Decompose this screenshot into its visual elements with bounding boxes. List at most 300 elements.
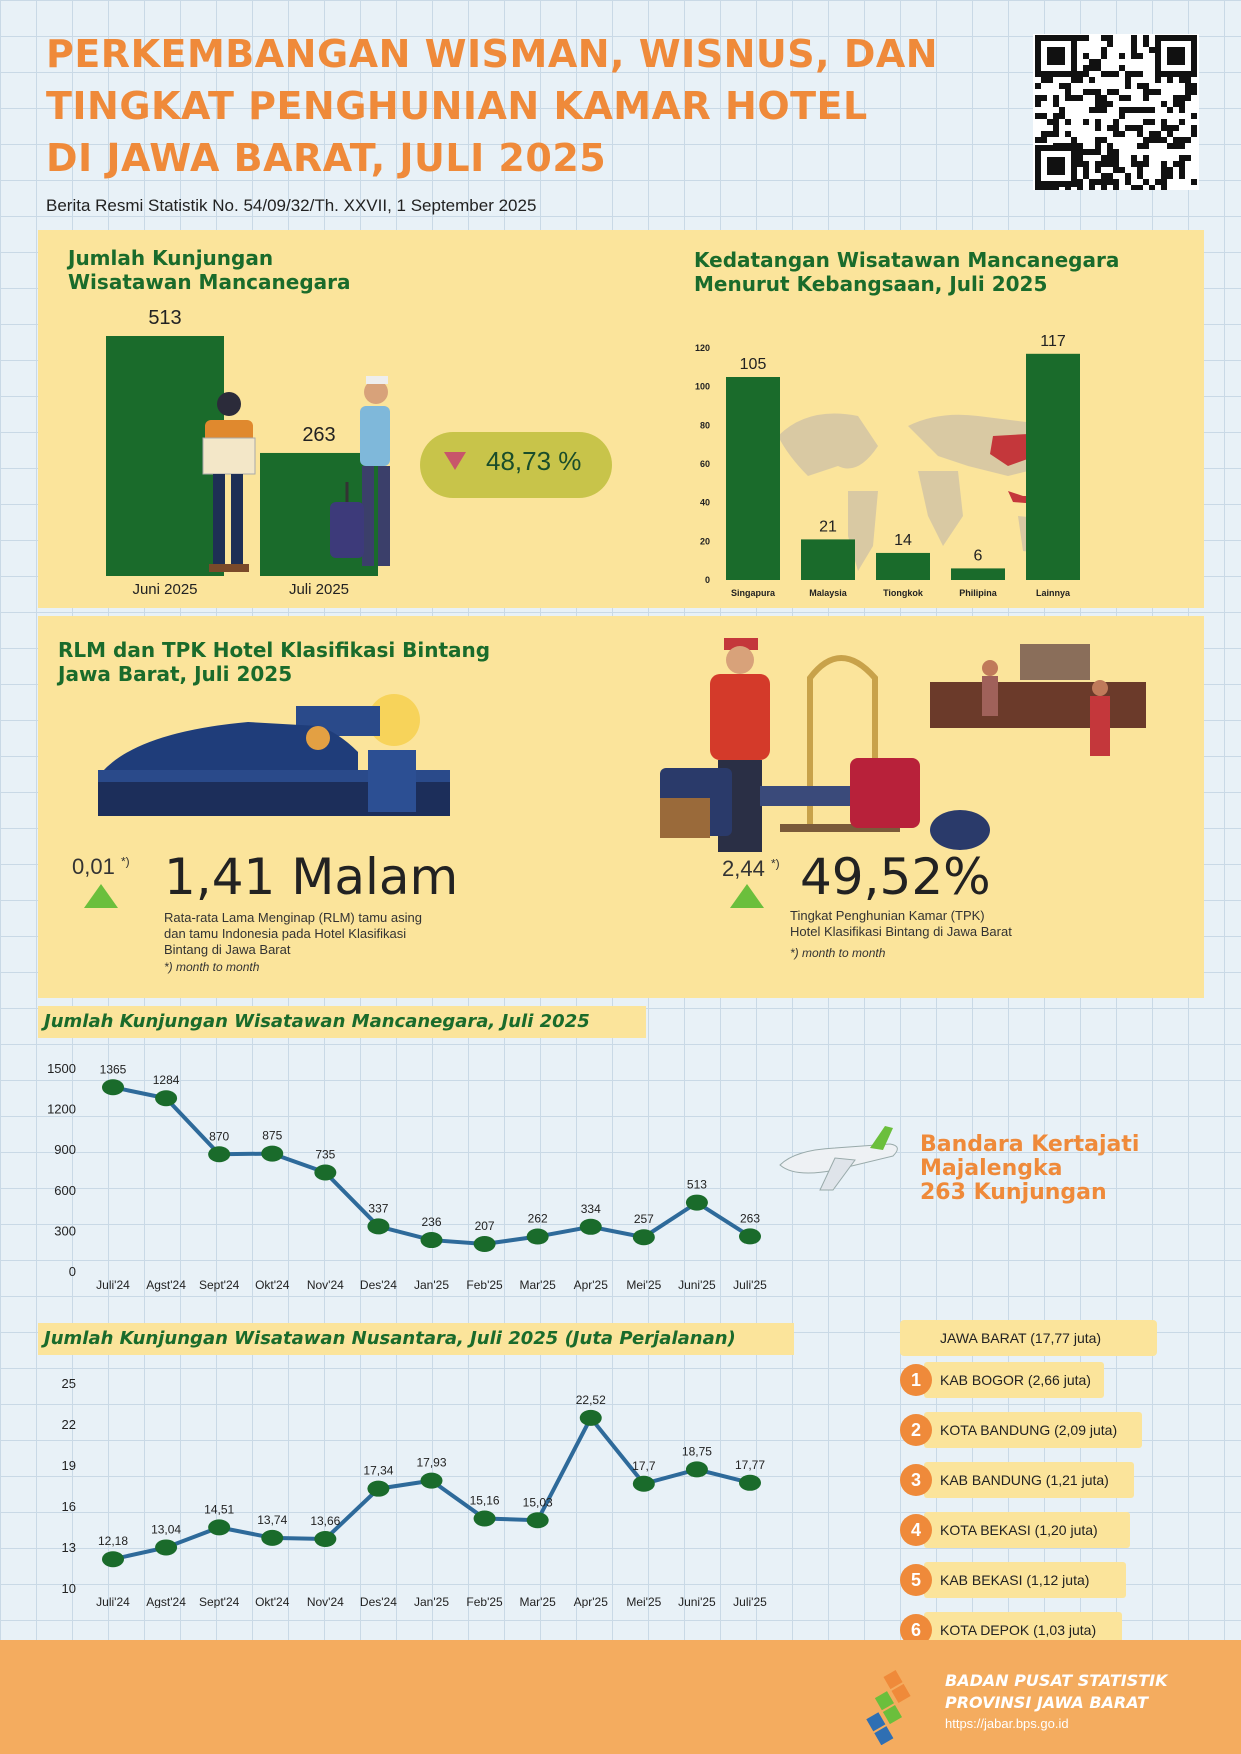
qr-module	[1095, 89, 1101, 95]
data-label: 17,93	[416, 1455, 447, 1470]
qr-module	[1125, 125, 1131, 131]
ranking-number: 1	[900, 1364, 932, 1396]
qr-module	[1071, 77, 1077, 83]
title-line-1: PERKEMBANGAN WISMAN, WISNUS, DAN	[46, 32, 939, 76]
data-label: 15,16	[469, 1493, 500, 1508]
qr-module	[1125, 179, 1131, 185]
data-point	[102, 1079, 124, 1095]
qr-module	[1095, 119, 1101, 125]
bar-value-label: 6	[973, 547, 983, 565]
ranking-label: KAB BEKASI (1,12 juta)	[924, 1562, 1126, 1598]
data-point	[155, 1539, 177, 1555]
qr-module	[1137, 71, 1143, 77]
ranking-number: 3	[900, 1464, 932, 1496]
traveler-with-suitcase-icon	[330, 372, 410, 582]
qr-finder-core	[1047, 157, 1065, 175]
qr-module	[1179, 173, 1185, 179]
ranking-number: 5	[900, 1564, 932, 1596]
x-tick-label: Juli'24	[96, 1278, 130, 1292]
y-tick-label: 120	[694, 343, 710, 353]
ranking-label: KOTA BEKASI (1,20 juta)	[924, 1512, 1130, 1548]
qr-module	[1179, 161, 1185, 167]
hotel-title-line-2: Jawa Barat, Juli 2025	[58, 662, 293, 686]
qr-module	[1083, 71, 1089, 77]
qr-module	[1143, 137, 1149, 143]
nationality-title-line-1: Kedatangan Wisatawan Mancanegara	[694, 248, 1120, 272]
tpk-desc-line-1: Tingkat Penghunian Kamar (TPK)	[790, 908, 985, 923]
qr-module	[1179, 119, 1185, 125]
qr-module	[1095, 137, 1101, 143]
qr-module	[1095, 107, 1101, 113]
qr-module	[1131, 107, 1137, 113]
data-label: 1365	[99, 1062, 127, 1077]
qr-module	[1143, 179, 1149, 185]
data-label: 17,7	[632, 1458, 656, 1473]
qr-module	[1161, 161, 1167, 167]
qr-module	[1083, 35, 1089, 41]
qr-module	[1095, 143, 1101, 149]
airport-callout	[920, 1133, 1139, 1205]
airport-line-2: Majalengka	[920, 1156, 1063, 1181]
qr-module	[1071, 137, 1077, 143]
qr-module	[1035, 95, 1041, 101]
qr-finder-core	[1047, 47, 1065, 65]
nationality-title-line-2: Menurut Kebangsaan, Juli 2025	[694, 272, 1048, 296]
qr-module	[1137, 53, 1143, 59]
x-tick-label: Okt'24	[255, 1278, 290, 1292]
qr-module	[1083, 149, 1089, 155]
qr-module	[1053, 101, 1059, 107]
y-tick-label: 60	[699, 459, 710, 469]
x-tick-label: Mei'25	[626, 1278, 662, 1292]
qr-module	[1101, 53, 1107, 59]
qr-module	[1113, 119, 1119, 125]
qr-module	[1173, 137, 1179, 143]
qr-module	[1101, 47, 1107, 53]
qr-module	[1095, 167, 1101, 173]
bps-name-line-2: PROVINSI JAWA BARAT	[945, 1693, 1149, 1712]
qr-module	[1131, 125, 1137, 131]
x-tick-label: Agst'24	[146, 1278, 186, 1292]
visits-title	[68, 246, 351, 294]
qr-module	[1125, 83, 1131, 89]
qr-module	[1101, 101, 1107, 107]
qr-module	[1179, 95, 1185, 101]
qr-module	[1179, 143, 1185, 149]
qr-module	[1179, 155, 1185, 161]
qr-module	[1041, 131, 1047, 137]
data-label: 1284	[152, 1073, 180, 1088]
qr-module	[1041, 77, 1047, 83]
qr-module	[1107, 125, 1113, 131]
qr-module	[1143, 35, 1149, 41]
qr-module	[1137, 173, 1143, 179]
qr-module	[1167, 143, 1173, 149]
x-tick-label: Des'24	[359, 1278, 397, 1292]
airport-line-3: 263 Kunjungan	[920, 1180, 1107, 1205]
qr-module	[1155, 131, 1161, 137]
qr-module	[1185, 95, 1191, 101]
data-point	[739, 1475, 761, 1491]
qr-module	[1047, 131, 1053, 137]
qr-module	[1155, 89, 1161, 95]
qr-module	[1101, 185, 1107, 190]
qr-module	[1119, 95, 1125, 101]
data-label: 257	[633, 1212, 654, 1227]
data-label: 875	[262, 1128, 283, 1143]
qr-module	[1053, 131, 1059, 137]
x-tick-label: Sept'24	[199, 1278, 240, 1292]
qr-module	[1119, 107, 1125, 113]
data-label: 735	[315, 1147, 336, 1162]
qr-module	[1101, 95, 1107, 101]
qr-module	[1077, 77, 1083, 83]
qr-module	[1095, 179, 1101, 185]
category-label: Juni 2025	[132, 581, 198, 598]
visits-title-line-1: Jumlah Kunjungan	[68, 246, 274, 270]
qr-module	[1191, 113, 1197, 119]
qr-module	[1131, 35, 1137, 41]
title-line-3: DI JAWA BARAT, JULI 2025	[46, 136, 607, 180]
x-tick-label: Nov'24	[306, 1278, 344, 1292]
qr-module	[1113, 71, 1119, 77]
airport-line-1: Bandara Kertajati	[920, 1132, 1140, 1157]
bar-value-label: 513	[148, 307, 182, 329]
bps-logo-icon	[855, 1665, 935, 1745]
qr-module	[1077, 149, 1083, 155]
category-label: Singapura	[730, 588, 776, 598]
qr-module	[1089, 77, 1095, 83]
qr-module	[1137, 107, 1143, 113]
y-tick-label: 300	[54, 1223, 76, 1239]
qr-module	[1041, 137, 1047, 143]
qr-module	[1107, 149, 1113, 155]
qr-module	[1119, 53, 1125, 59]
qr-module	[1173, 101, 1179, 107]
qr-module	[1131, 53, 1137, 59]
y-tick-label: 1500	[47, 1061, 76, 1076]
qr-module	[1149, 107, 1155, 113]
qr-module	[1095, 125, 1101, 131]
ranking-label: KOTA BANDUNG (2,09 juta)	[924, 1412, 1142, 1448]
qr-module	[1107, 71, 1113, 77]
qr-module	[1095, 95, 1101, 101]
y-tick-label: 19	[61, 1458, 76, 1473]
rlm-desc-line-1: Rata-rata Lama Menginap (RLM) tamu asing	[164, 910, 422, 925]
y-tick-label: 0	[68, 1264, 76, 1279]
qr-module	[1083, 89, 1089, 95]
qr-module	[1125, 107, 1131, 113]
qr-module	[1185, 83, 1191, 89]
qr-module	[1083, 53, 1089, 59]
category-label: Juli 2025	[288, 581, 350, 598]
qr-module	[1053, 119, 1059, 125]
traveler-illustration-icon	[195, 390, 265, 580]
qr-module	[1113, 161, 1119, 167]
rlm-note: *) month to month	[164, 960, 260, 974]
data-label: 870	[209, 1129, 230, 1144]
tpk-change-value: 2,44	[722, 856, 765, 881]
data-label: 513	[686, 1177, 707, 1192]
qr-module	[1179, 167, 1185, 173]
data-point	[527, 1512, 549, 1528]
rlm-desc-line-3: Bintang di Jawa Barat	[164, 942, 291, 957]
qr-module	[1089, 185, 1095, 190]
qr-module	[1047, 77, 1053, 83]
nationality-title	[694, 248, 1119, 296]
qr-module	[1101, 107, 1107, 113]
qr-module	[1107, 173, 1113, 179]
qr-module	[1137, 143, 1143, 149]
qr-module	[1149, 89, 1155, 95]
rlm-change	[72, 854, 130, 880]
qr-module	[1119, 113, 1125, 119]
x-tick-label: Feb'25	[466, 1595, 503, 1608]
ranking-number: 4	[900, 1514, 932, 1546]
data-point	[580, 1410, 602, 1426]
qr-module	[1095, 149, 1101, 155]
data-label: 236	[421, 1215, 442, 1230]
bar-value-label: 263	[302, 423, 336, 446]
bps-url-link[interactable]: https://jabar.bps.go.id	[945, 1716, 1069, 1731]
data-point	[155, 1090, 177, 1106]
data-point	[686, 1195, 708, 1211]
qr-module	[1101, 179, 1107, 185]
category-label: Tiongkok	[883, 588, 923, 598]
qr-module	[1161, 125, 1167, 131]
x-tick-label: Des'24	[359, 1595, 397, 1608]
qr-module	[1107, 179, 1113, 185]
data-point	[474, 1510, 496, 1526]
y-tick-label: 600	[54, 1182, 76, 1198]
qr-module	[1113, 149, 1119, 155]
qr-module	[1143, 89, 1149, 95]
qr-module	[1101, 173, 1107, 179]
qr-module	[1083, 167, 1089, 173]
qr-module	[1077, 161, 1083, 167]
x-tick-label: Juni'25	[678, 1595, 716, 1608]
data-label: 13,04	[151, 1522, 182, 1537]
qr-module	[1077, 143, 1083, 149]
bar	[876, 553, 930, 580]
qr-module	[1107, 35, 1113, 41]
qr-module	[1143, 119, 1149, 125]
qr-module	[1089, 149, 1095, 155]
data-point	[314, 1531, 336, 1547]
qr-module	[1053, 95, 1059, 101]
qr-module	[1065, 89, 1071, 95]
x-tick-label: Juni'25	[678, 1278, 716, 1292]
page-title	[46, 28, 946, 184]
x-tick-label: Jan'25	[414, 1595, 449, 1608]
x-tick-label: Agst'24	[146, 1595, 186, 1608]
rlm-change-mark: *)	[120, 854, 130, 869]
bps-name-line-1: BADAN PUSAT STATISTIK	[945, 1671, 1168, 1690]
qr-module	[1107, 161, 1113, 167]
y-tick-label: 20	[699, 536, 710, 547]
data-label: 13,74	[257, 1512, 288, 1527]
qr-module	[1107, 89, 1113, 95]
data-point	[367, 1481, 389, 1497]
ranking-number: 6	[900, 1614, 932, 1646]
tpk-change	[722, 856, 780, 882]
qr-finder-core	[1167, 47, 1185, 65]
qr-module	[1155, 77, 1161, 83]
wisman-line-chart	[38, 1045, 798, 1305]
qr-module	[1041, 95, 1047, 101]
data-point	[314, 1165, 336, 1181]
qr-module	[1113, 185, 1119, 190]
y-tick-label: 100	[694, 381, 710, 392]
rlm-up-triangle-icon	[84, 884, 118, 908]
y-tick-label: 80	[699, 420, 710, 431]
qr-module	[1095, 161, 1101, 167]
data-label: 17,34	[363, 1463, 394, 1478]
ranking-label: KOTA DEPOK (1,03 juta)	[924, 1612, 1122, 1648]
category-label: Lainnya	[1035, 588, 1071, 598]
data-point	[474, 1236, 496, 1252]
qr-module	[1101, 137, 1107, 143]
y-tick-label: 40	[699, 497, 710, 508]
data-label: 12,18	[97, 1534, 129, 1549]
qr-module	[1053, 113, 1059, 119]
qr-module	[1113, 155, 1119, 161]
tpk-desc-line-2: Hotel Klasifikasi Bintang di Jawa Barat	[790, 924, 1012, 939]
rlm-change-value: 0,01	[72, 854, 115, 879]
qr-module	[1191, 179, 1197, 185]
qr-module	[1161, 101, 1167, 107]
qr-module	[1107, 155, 1113, 161]
qr-module	[1185, 137, 1191, 143]
qr-module	[1137, 131, 1143, 137]
data-label: 262	[527, 1211, 548, 1226]
data-point	[527, 1229, 549, 1245]
qr-module	[1143, 155, 1149, 161]
qr-module	[1059, 83, 1065, 89]
qr-module	[1077, 35, 1083, 41]
data-label: 17,77	[734, 1457, 766, 1472]
qr-module	[1179, 107, 1185, 113]
qr-module	[1149, 119, 1155, 125]
qr-module	[1113, 179, 1119, 185]
x-tick-label: Okt'24	[255, 1595, 290, 1608]
qr-module	[1179, 137, 1185, 143]
qr-module	[1161, 137, 1167, 143]
qr-module	[1065, 119, 1071, 125]
qr-module	[1059, 107, 1065, 113]
data-label: 14,51	[204, 1502, 235, 1517]
qr-module	[1101, 35, 1107, 41]
qr-module	[1035, 137, 1041, 143]
qr-module	[1161, 179, 1167, 185]
qr-module	[1161, 185, 1167, 190]
qr-module	[1167, 107, 1173, 113]
x-tick-label: Apr'25	[573, 1278, 608, 1292]
qr-module	[1083, 65, 1089, 71]
data-label: 13,66	[310, 1513, 341, 1528]
ranking-number: 2	[900, 1414, 932, 1446]
data-point	[208, 1519, 230, 1535]
qr-module	[1167, 173, 1173, 179]
qr-code-icon[interactable]	[1033, 34, 1199, 190]
tpk-up-triangle-icon	[730, 884, 764, 908]
data-point	[421, 1473, 443, 1489]
data-point	[261, 1146, 283, 1162]
category-label: Malaysia	[809, 588, 847, 598]
qr-module	[1095, 65, 1101, 71]
hotel-title	[58, 638, 490, 686]
qr-module	[1077, 185, 1083, 190]
qr-module	[1137, 161, 1143, 167]
qr-module	[1149, 47, 1155, 53]
tpk-value: 49,52%	[800, 848, 991, 906]
qr-module	[1191, 83, 1197, 89]
qr-module	[1095, 59, 1101, 65]
visits-change: 48,73 %	[486, 446, 582, 476]
qr-module	[1131, 47, 1137, 53]
qr-module	[1077, 95, 1083, 101]
bed-illustration-icon	[98, 692, 458, 832]
qr-module	[1083, 173, 1089, 179]
x-tick-label: Nov'24	[306, 1595, 344, 1608]
qr-module	[1125, 95, 1131, 101]
rlm-value: 1,41 Malam	[164, 848, 459, 906]
qr-module	[1143, 95, 1149, 101]
bar-value-label: 21	[819, 518, 837, 536]
x-tick-label: Sept'24	[199, 1595, 240, 1608]
data-point	[367, 1218, 389, 1234]
qr-module	[1167, 167, 1173, 173]
qr-module	[1149, 185, 1155, 190]
x-tick-label: Mar'25	[519, 1595, 556, 1608]
qr-module	[1131, 161, 1137, 167]
y-tick-label: 10	[61, 1581, 76, 1596]
qr-module	[1137, 83, 1143, 89]
data-label: 337	[368, 1201, 389, 1216]
y-tick-label: 1200	[47, 1101, 76, 1117]
qr-module	[1065, 95, 1071, 101]
qr-module	[1077, 155, 1083, 161]
qr-module	[1095, 101, 1101, 107]
rlm-desc-line-2: dan tamu Indonesia pada Hotel Klasifikasi	[164, 926, 407, 941]
y-tick-label: 900	[54, 1142, 76, 1158]
qr-module	[1143, 107, 1149, 113]
qr-module	[1185, 155, 1191, 161]
qr-module	[1113, 89, 1119, 95]
qr-module	[1065, 83, 1071, 89]
qr-module	[1113, 167, 1119, 173]
qr-module	[1143, 161, 1149, 167]
y-tick-label: 0	[704, 575, 710, 585]
qr-module	[1041, 113, 1047, 119]
qr-module	[1131, 41, 1137, 47]
data-label: 22,52	[575, 1392, 606, 1407]
qr-module	[1161, 173, 1167, 179]
qr-module	[1089, 107, 1095, 113]
hotel-title-line-1: RLM dan TPK Hotel Klasifikasi Bintang	[58, 638, 491, 662]
qr-module	[1167, 131, 1173, 137]
qr-module	[1065, 131, 1071, 137]
qr-module	[1035, 83, 1041, 89]
ranking-header: JAWA BARAT (17,77 juta)	[900, 1320, 1157, 1356]
data-point	[633, 1229, 655, 1245]
qr-module	[1173, 161, 1179, 167]
qr-module	[1191, 89, 1197, 95]
qr-module	[1137, 185, 1143, 190]
wisnus-line-chart	[38, 1368, 798, 1608]
qr-module	[1089, 89, 1095, 95]
y-tick-label: 25	[61, 1376, 76, 1391]
